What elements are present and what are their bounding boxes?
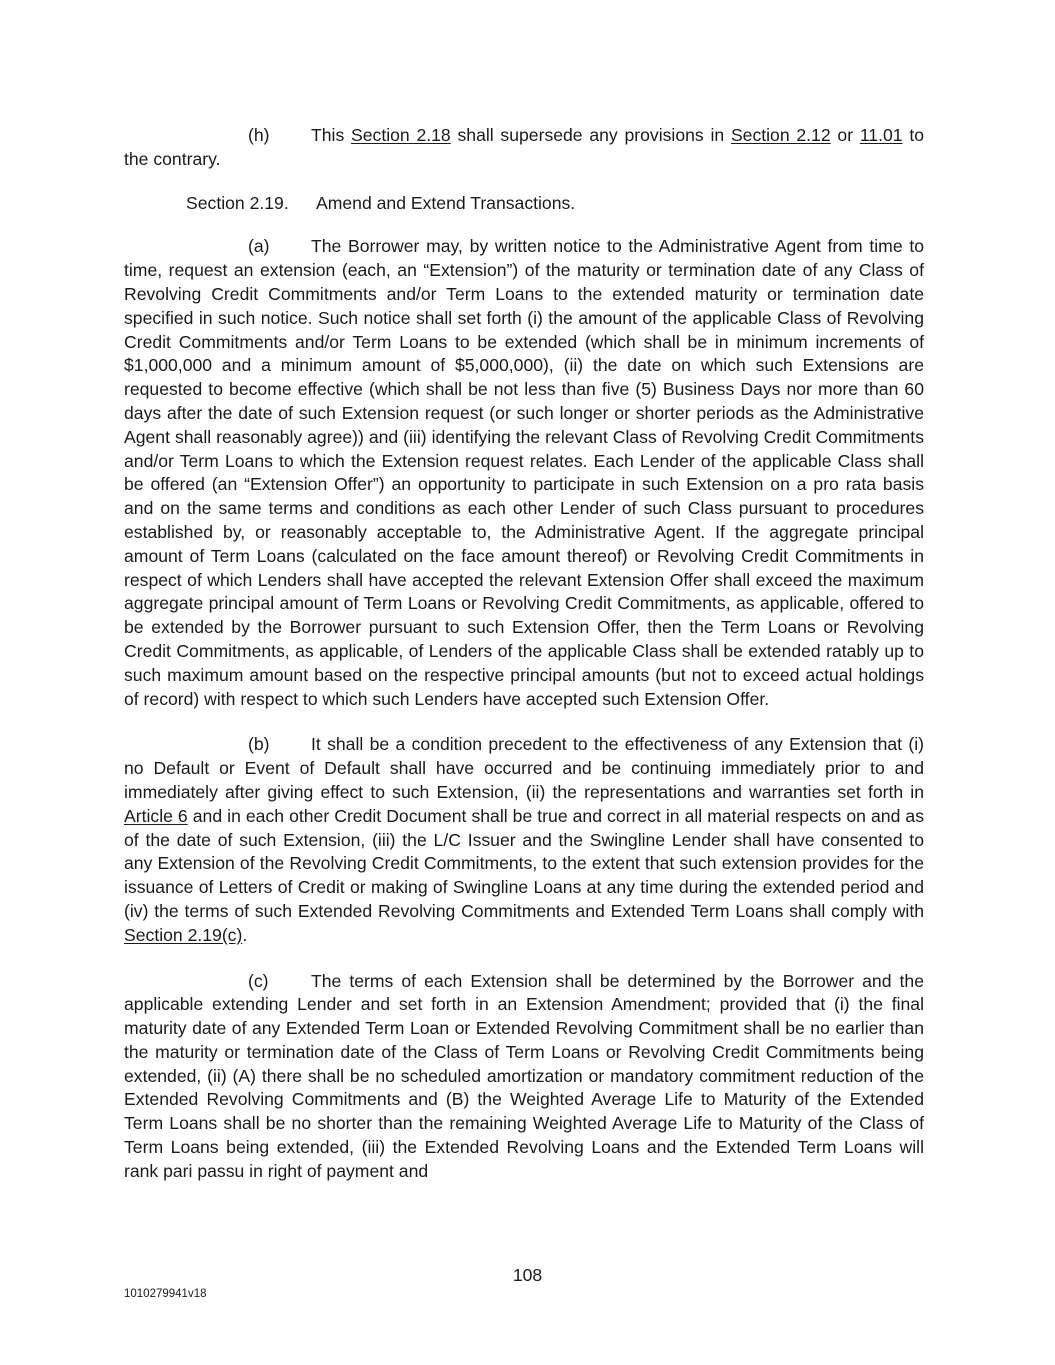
section-title: Amend and Extend Transactions. — [316, 192, 576, 213]
paragraph-c — [124, 970, 924, 1184]
section-2-12-link: Section 2.12 — [730, 125, 831, 145]
paragraph-b: (b) It shall be a condition precedent to the effectiveness of any Extension that (i) no Default or Event of Default shall have occurred and be continuing immediately prior to and immediately after giving effect to such Extension, (ii) the representations and warranties set forth in Article 6 and in each other Credit Document shall be true and correct in all material respects on and as of the date of such Extension, (iii) the L/C Issuer and the Swingline Lender shall have consented to any Extension of the Revolving Credit Commitments, to the extent that such extension provides for the issuance of Letters of Credit or making of Swingline Loans at any time during the extended period and (iv) the terms of such Extended Revolving Commitments and Extended Term Loans shall comply with Section 2.19(c). — [124, 734, 924, 945]
paragraph-label: (c) — [248, 970, 269, 991]
paragraph-text: The terms of each Extension shall be determined by the Borrower and the applicable extending Lender and set forth in an Extension Amendment; provided that (i) the final maturity date of any Extended Term Loan or Extended Revolving Commitment shall be no earlier than the maturity or termination date of the Class of Term Loans or Revolving Credit Commitments being extended, (ii) (A) there shall be no scheduled amortization or mandatory commitment reduction of the Extended Revolving Commitments and (B) the Weighted Average Life to Maturity of the Extended Term Loans shall be no shorter than the remaining Weighted Average Life to Maturity of the Class of Term Loans being extended, (iii) the Extended Revolving Loans and the Extended Term Loans will rank pari passu in right of payment and — [124, 970, 924, 1181]
section-heading — [124, 192, 924, 216]
paragraph-label: (b) — [248, 734, 270, 755]
section-2-19c-link: Section 2.19(c) — [124, 924, 243, 945]
paragraph-label: (h) — [248, 125, 270, 145]
paragraph-label: (a) — [248, 236, 270, 257]
section-2-18-link: Section 2.18 — [351, 125, 451, 145]
section-number: Section 2.19. — [186, 192, 289, 213]
page-number: 108 — [512, 1265, 543, 1285]
document-page — [124, 124, 924, 1184]
article-6-link: Article 6 — [124, 805, 188, 826]
document-id: 1010279941v18 — [124, 1288, 207, 1300]
paragraph-a — [124, 235, 924, 711]
section-11-01-link: 11.01 — [859, 125, 903, 145]
paragraph-h: (h) This Section 2.18 shall supersede any provisions in Section 2.12 or 11.01 to the contrary. — [124, 125, 925, 169]
paragraph-text: The Borrower may, by written notice to the Administrative Agent from time to time, request an extension (each, an “Extension”) of the maturity or termination date of any Class of Revolving Credit Commitments and/or Term Loans to the extended maturity or termination date specified in such notice. Such notice shall set forth (i) the amount of the applicable Class of Revolving Credit Commitments and/or Term Loans to be extended (which shall be in minimum increments of $1,000,000 and a minimum amount of $5,000,000), (ii) the date on which such Extensions are requested to become effective (which shall be not less than five (5) Business Days nor more than 60 days after the date of such Extension request (or such longer or shorter periods as the Administrative Agent shall reasonably agree)) and (iii) identifying the relevant Class of Revolving Credit Commitments and/or Term Loans to which the Extension request relates. Each Lender of the applicable Class shall be offered (an “Extension Offer”) an opportunity to participate in such Extension on a pro rata basis and on the same terms and conditions as each other Lender of such Class pursuant to procedures established by, or reasonably acceptable to, the Administrative Agent. If the aggregate principal amount of Term Loans (calculated on the face amount thereof) or Revolving Credit Commitments in respect of which Lenders shall have accepted the relevant Extension Offer shall exceed the maximum aggregate principal amount of Term Loans or Revolving Credit Commitments, as applicable, offered to be extended by the Borrower pursuant to such Extension Offer, then the Term Loans or Revolving Credit Commitments, as applicable, of Lenders of the applicable Class shall be extended ratably up to such maximum amount based on the respective principal amounts (but not to exceed actual holdings of record) with respect to which such Lenders have accepted such Extension Offer. — [124, 236, 924, 709]
